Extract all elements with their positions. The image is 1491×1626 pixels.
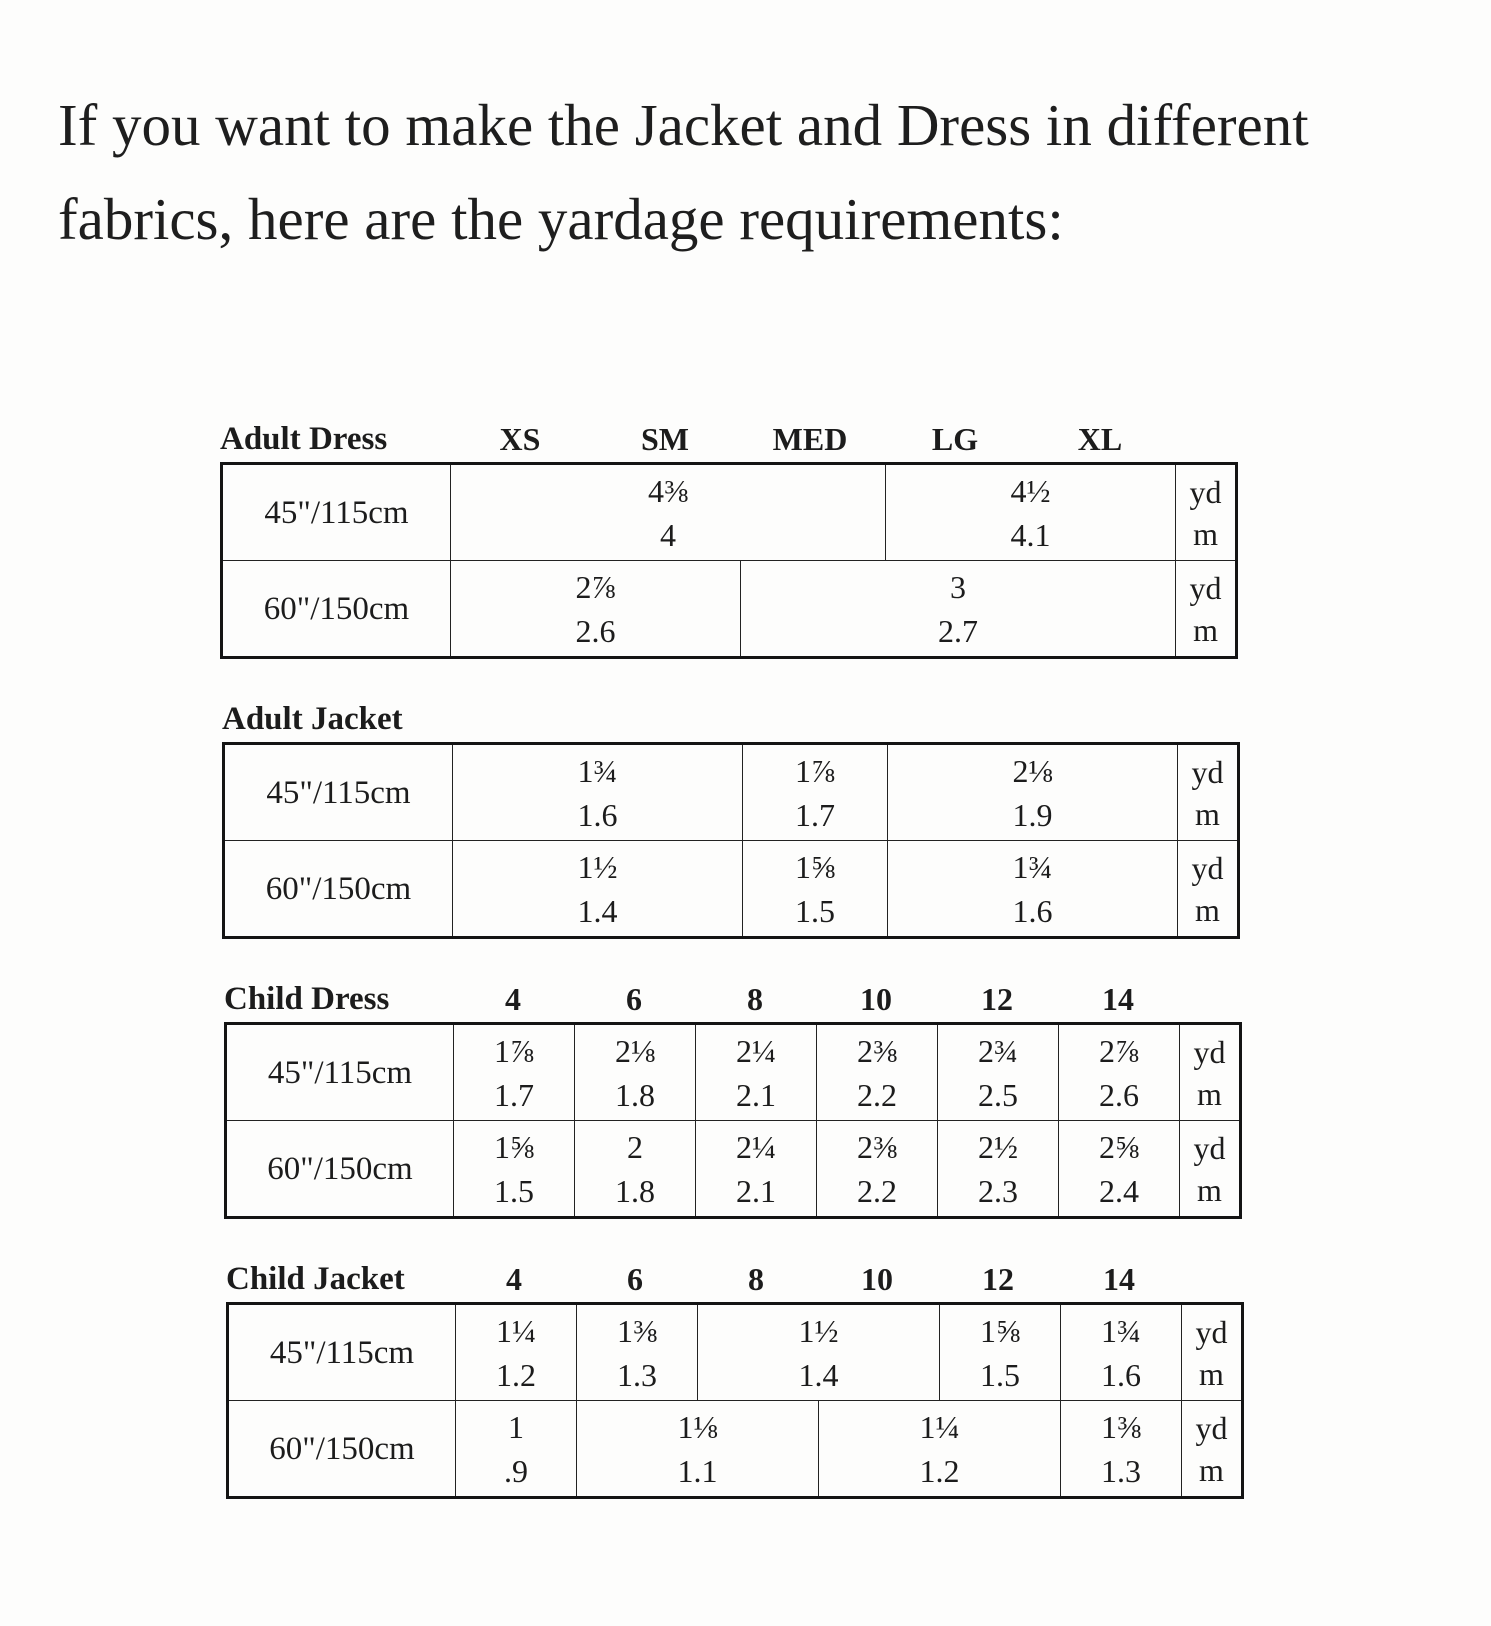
size-label: 6 — [626, 981, 642, 1017]
yardage-table — [226, 1302, 1244, 1499]
yardage-cell — [451, 464, 886, 561]
fabric-width-cell: 60"/150cm — [222, 561, 451, 658]
yardage-m: 1.3 — [617, 1356, 657, 1393]
yardage-yd: 1⅝ — [980, 1312, 1020, 1349]
unit-cell — [1178, 841, 1239, 938]
section-child-jacket — [226, 1258, 1244, 1499]
fabric-width-cell: 45"/115cm — [224, 744, 453, 841]
fabric-width-cell: 45"/115cm — [222, 464, 451, 561]
size-label: 6 — [627, 1261, 643, 1297]
yardage-cell — [938, 1121, 1059, 1218]
yardage-m: 1.7 — [494, 1076, 534, 1113]
yardage-m: 1.2 — [919, 1452, 960, 1489]
yardage-yd: 2½ — [978, 1128, 1018, 1165]
unit-m: m — [1197, 1171, 1222, 1208]
size-label: 12 — [982, 1261, 1014, 1297]
unit-m: m — [1199, 1355, 1224, 1392]
yardage-cell — [1059, 1024, 1180, 1121]
size-label: 4 — [506, 1261, 522, 1297]
section-title: Adult Dress — [220, 421, 388, 457]
yardage-cell — [817, 1024, 938, 1121]
yardage-yd: 2⅝ — [1099, 1128, 1139, 1165]
size-label: 12 — [981, 981, 1013, 1017]
intro-heading: If you want to make the Jacket and Dress in different fabrics, here are the yardage requirements: — [58, 92, 1309, 252]
yardage-yd: 1¼ — [919, 1408, 960, 1445]
unit-cell — [1182, 1304, 1243, 1401]
section-header — [222, 698, 1237, 742]
table-row — [222, 561, 1237, 658]
yardage-m: 2.6 — [1099, 1076, 1139, 1113]
yardage-cell — [888, 841, 1178, 938]
yardage-m: 2.6 — [575, 612, 616, 649]
unit-yd: yd — [1189, 569, 1222, 606]
unit-yd: yd — [1195, 1409, 1228, 1446]
yardage-cell — [453, 744, 743, 841]
size-label: 4 — [505, 981, 521, 1017]
yardage-m: 2.4 — [1099, 1172, 1139, 1209]
yardage-cell — [743, 841, 888, 938]
yardage-yd: 1⅜ — [617, 1312, 657, 1349]
yardage-yd: 1¼ — [496, 1312, 536, 1349]
yardage-yd: 2⅜ — [857, 1128, 897, 1165]
yardage-cell — [575, 1121, 696, 1218]
yardage-cell — [938, 1024, 1059, 1121]
yardage-yd: 1⅛ — [677, 1408, 718, 1445]
yardage-cell — [696, 1024, 817, 1121]
size-label: 8 — [747, 981, 763, 1017]
yardage-yd: 2 — [627, 1128, 643, 1165]
yardage-yd: 1⅜ — [1101, 1408, 1141, 1445]
yardage-m: 2.3 — [978, 1172, 1018, 1209]
yardage-yd: 1½ — [798, 1312, 839, 1349]
yardage-yd: 2⅞ — [575, 568, 616, 605]
yardage-yd: 2¾ — [978, 1032, 1018, 1069]
yardage-m: 2.1 — [736, 1172, 776, 1209]
yardage-cell — [1061, 1401, 1182, 1498]
unit-yd: yd — [1191, 753, 1224, 790]
fabric-width-cell: 60"/150cm — [224, 841, 453, 938]
yardage-m: 1.6 — [1101, 1356, 1141, 1393]
yardage-yd: 2¼ — [736, 1032, 776, 1069]
unit-cell — [1176, 561, 1237, 658]
yardage-cell — [1061, 1304, 1182, 1401]
yardage-table — [222, 742, 1240, 939]
size-label: 8 — [748, 1261, 764, 1297]
yardage-m: 2.7 — [938, 612, 979, 649]
size-label: 14 — [1102, 981, 1134, 1017]
section-adult-jacket — [222, 698, 1240, 939]
yardage-m: 1.2 — [496, 1356, 536, 1393]
fabric-width-cell: 60"/150cm — [228, 1401, 456, 1498]
yardage-m: 1.8 — [615, 1172, 655, 1209]
section-adult-dress — [220, 418, 1238, 659]
fabric-width-cell: 45"/115cm — [226, 1024, 454, 1121]
unit-yd: yd — [1193, 1033, 1226, 1070]
yardage-yd: 4⅜ — [648, 472, 689, 509]
yardage-yd: 3 — [950, 568, 967, 605]
yardage-m: 1.6 — [577, 796, 618, 833]
table-row — [226, 1121, 1241, 1218]
unit-m: m — [1197, 1075, 1222, 1112]
yardage-cell — [819, 1401, 1061, 1498]
yardage-m: 2.1 — [736, 1076, 776, 1113]
unit-m: m — [1193, 611, 1218, 648]
yardage-yd: 1⅝ — [494, 1128, 534, 1165]
table-row — [228, 1304, 1243, 1401]
yardage-m: 2.2 — [857, 1172, 897, 1209]
yardage-cell — [456, 1304, 577, 1401]
size-label: MED — [772, 421, 848, 457]
yardage-cell — [454, 1024, 575, 1121]
yardage-cell — [698, 1304, 940, 1401]
size-label: 10 — [860, 981, 892, 1017]
yardage-m: 1.5 — [494, 1172, 534, 1209]
yardage-m: .9 — [504, 1452, 528, 1489]
size-label: 10 — [861, 1261, 893, 1297]
yardage-yd: 1¾ — [577, 752, 618, 789]
yardage-m: 1.7 — [795, 796, 835, 833]
yardage-m: 1.3 — [1101, 1452, 1141, 1489]
yardage-cell — [577, 1401, 819, 1498]
yardage-m: 1.8 — [615, 1076, 655, 1113]
yardage-cell — [817, 1121, 938, 1218]
unit-cell — [1176, 464, 1237, 561]
unit-yd: yd — [1195, 1313, 1228, 1350]
yardage-yd: 1 — [508, 1408, 524, 1445]
yardage-m: 4 — [660, 516, 677, 553]
table-row — [228, 1401, 1243, 1498]
table-row — [224, 841, 1239, 938]
yardage-yd: 2⅞ — [1099, 1032, 1139, 1069]
yardage-yd: 1¾ — [1101, 1312, 1141, 1349]
yardage-m: 1.9 — [1012, 796, 1053, 833]
yardage-yd: 1⅞ — [494, 1032, 534, 1069]
unit-yd: yd — [1193, 1129, 1226, 1166]
yardage-m: 1.5 — [980, 1356, 1020, 1393]
yardage-m: 2.5 — [978, 1076, 1018, 1113]
yardage-m: 1.6 — [1012, 892, 1053, 929]
fabric-width-cell: 45"/115cm — [228, 1304, 456, 1401]
yardage-cell — [577, 1304, 698, 1401]
yardage-cell — [454, 1121, 575, 1218]
yardage-yd: 1¾ — [1012, 848, 1053, 885]
yardage-cell — [451, 561, 741, 658]
yardage-cell — [453, 841, 743, 938]
yardage-m: 1.4 — [577, 892, 618, 929]
yardage-cell — [886, 464, 1176, 561]
unit-cell — [1180, 1024, 1241, 1121]
size-label: LG — [931, 421, 979, 457]
yardage-m: 1.1 — [677, 1452, 718, 1489]
yardage-table — [220, 462, 1238, 659]
size-label: SM — [641, 421, 689, 457]
size-label: XS — [499, 421, 541, 457]
yardage-yd: 1½ — [577, 848, 618, 885]
yardage-cell — [743, 744, 888, 841]
unit-cell — [1180, 1121, 1241, 1218]
table-row — [226, 1024, 1241, 1121]
unit-m: m — [1193, 515, 1218, 552]
table-row — [224, 744, 1239, 841]
yardage-yd: 2⅜ — [857, 1032, 897, 1069]
yardage-yd: 2⅛ — [1012, 752, 1053, 789]
unit-cell — [1178, 744, 1239, 841]
section-child-dress — [224, 978, 1242, 1219]
yardage-table — [224, 1022, 1242, 1219]
yardage-yd: 1⅞ — [795, 752, 835, 789]
yardage-cell — [1059, 1121, 1180, 1218]
unit-m: m — [1195, 891, 1220, 928]
unit-m: m — [1195, 795, 1220, 832]
yardage-cell — [741, 561, 1176, 658]
table-row — [222, 464, 1237, 561]
section-title: Child Dress — [224, 981, 390, 1017]
yardage-cell — [940, 1304, 1061, 1401]
section-title: Child Jacket — [226, 1261, 405, 1297]
yardage-cell — [888, 744, 1178, 841]
yardage-m: 1.5 — [795, 892, 835, 929]
unit-cell — [1182, 1401, 1243, 1498]
yardage-cell — [696, 1121, 817, 1218]
yardage-cell — [456, 1401, 577, 1498]
yardage-yd: 1⅝ — [795, 848, 835, 885]
yardage-yd: 2¼ — [736, 1128, 776, 1165]
yardage-m: 1.4 — [798, 1356, 839, 1393]
yardage-yd: 2⅛ — [615, 1032, 655, 1069]
size-label: 14 — [1103, 1261, 1135, 1297]
section-header — [226, 1258, 1241, 1302]
yardage-m: 2.2 — [857, 1076, 897, 1113]
unit-yd: yd — [1191, 849, 1224, 886]
yardage-m: 4.1 — [1010, 516, 1051, 553]
section-title: Adult Jacket — [222, 701, 403, 737]
fabric-width-cell: 60"/150cm — [226, 1121, 454, 1218]
yardage-cell — [575, 1024, 696, 1121]
section-header — [220, 418, 1235, 462]
section-header — [224, 978, 1239, 1022]
size-label: XL — [1077, 421, 1123, 457]
unit-m: m — [1199, 1451, 1224, 1488]
yardage-yd: 4½ — [1010, 472, 1051, 509]
unit-yd: yd — [1189, 473, 1222, 510]
